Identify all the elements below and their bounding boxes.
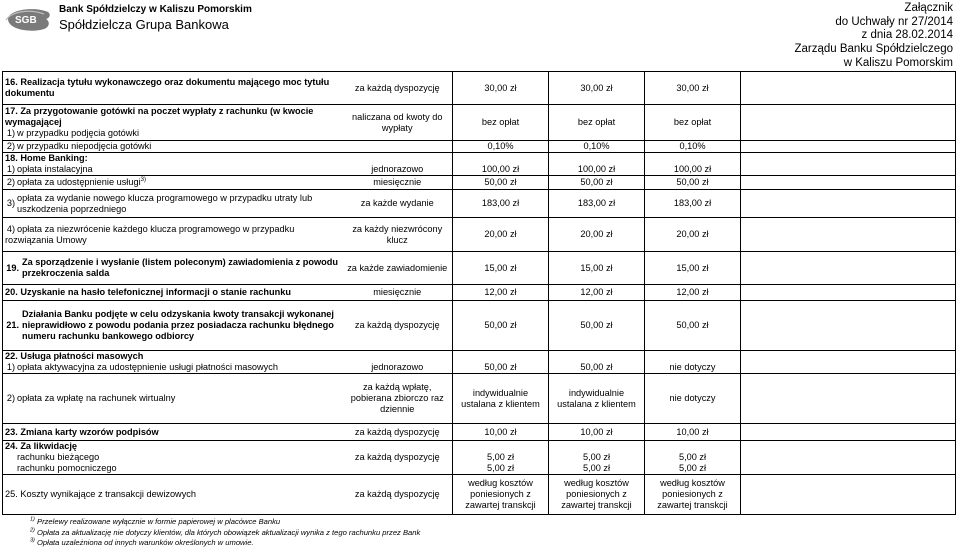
row-label: 20. Uzyskanie na hasło telefonicznej informacji o stanie rachunku (3, 285, 343, 301)
fee-table (2, 71, 956, 515)
fee-value: 12,00 zł (549, 285, 645, 301)
fee-value: 50,00 zł (453, 351, 549, 374)
fee-value: według kosztów poniesionych z zawartej transkcji (549, 475, 645, 515)
row-label: 22. Usługa płatności masowych 1) opłata aktywacyjna za udostępnienie usługi płatności masowych (3, 351, 343, 374)
empty-cell (741, 475, 956, 515)
row-label: 17. Za przygotowanie gotówki na poczet wypłaty z rachunku (w kwocie wymagającej 1) w przypadku podjęcia gotówki (3, 105, 343, 141)
fee-value: 12,00 zł (453, 285, 549, 301)
row-frequency: jednorazowo (343, 153, 453, 176)
footnote: $^{1)}$ Przelewy realizowane wyłącznie w formie papierowej w placówce Banku (30, 516, 281, 526)
empty-cell (741, 72, 956, 105)
annex-header (794, 2, 953, 71)
fee-value: 100,00 zł (453, 153, 549, 176)
fee-value: 5,00 zł (582, 452, 611, 462)
row-frequency: za każdą dyspozycję (343, 441, 453, 475)
fee-value: 30,00 zł (645, 72, 741, 105)
table-row (3, 424, 956, 441)
fee-value: nie dotyczy (645, 374, 741, 424)
empty-cell (741, 153, 956, 176)
fee-value: indywidualnie ustalana z klientem (549, 374, 645, 424)
empty-cell (741, 301, 956, 351)
table-row (3, 176, 956, 190)
fee-value: bez opłat (645, 105, 741, 141)
fee-value: 15,00 zł (645, 252, 741, 285)
table-row (3, 72, 956, 105)
fee-value: 0,10% (453, 141, 549, 153)
row-label: 4) opłata za niezwrócenie każdego klucza programowego w przypadku rozwiązania Umowy (3, 218, 343, 252)
fee-value: 50,00 zł (549, 176, 645, 190)
table-row (3, 441, 956, 475)
annex-line: Zarządu Banku Spółdzielczego (794, 43, 953, 56)
table-row (3, 374, 956, 424)
row-frequency: za każdą dyspozycję (343, 424, 453, 441)
empty-cell (741, 441, 956, 475)
fee-value: 0,10% (549, 141, 645, 153)
row-label: 19. Za sporządzenie i wysłanie (listem poleconym) zawiadomienia z powodu przekroczenia salda (3, 252, 343, 285)
empty-cell (741, 351, 956, 374)
row-frequency: za każde wydanie (343, 190, 453, 218)
row-frequency: za każdą wpłatę, pobierana zbiorczo raz dziennie (343, 374, 453, 424)
fee-value: 12,00 zł (645, 285, 741, 301)
row-label: 24. Za likwidację rachunku bieżącego rachunku pomocniczego (3, 441, 343, 475)
fee-value: 50,00 zł (549, 351, 645, 374)
table-row (3, 190, 956, 218)
row-frequency: za każdą dyspozycję (343, 72, 453, 105)
fee-value: 183,00 zł (453, 190, 549, 218)
row-frequency: jednorazowo (343, 351, 453, 374)
annex-line: z dnia 28.02.2014 (861, 29, 953, 42)
table-row (3, 252, 956, 285)
table-row (3, 153, 956, 176)
fee-value: według kosztów poniesionych z zawartej transkcji (453, 475, 549, 515)
section-title: 22. Usługa płatności masowych (5, 351, 144, 361)
row-label: 23. Zmiana karty wzorów podpisów (3, 424, 343, 441)
empty-cell (741, 176, 956, 190)
fee-value: 5,00 zł (486, 452, 515, 462)
bank-name: Bank Spółdzielczy w Kaliszu Pomorskim (59, 4, 252, 15)
footnote: $^{3)}$ Opłata uzależniona od innych warunków określonych w umowie. (30, 537, 254, 547)
row-frequency: za każdą dyspozycję (343, 475, 453, 515)
empty-cell (741, 105, 956, 141)
empty-cell (741, 190, 956, 218)
fee-value: 30,00 zł (549, 72, 645, 105)
annex-line: w Kaliszu Pomorskim (843, 56, 953, 69)
fee-value: 5,00 zł (678, 463, 707, 473)
row-frequency: miesięcznie (343, 176, 453, 190)
fee-value: nie dotyczy (645, 351, 741, 374)
fee-value: 50,00 zł (645, 301, 741, 351)
row-frequency: naliczana od kwoty do wypłaty (343, 105, 453, 141)
footnote: $^{2)}$ Opłata za aktualizację nie dotyczy klientów, dla których obowiązek aktualizacji wynika z tego rachunku przez Bank (30, 526, 421, 537)
fee-value: indywidualnie ustalana z klientem (453, 374, 549, 424)
fee-value: bez opłat (453, 105, 549, 141)
row-label: 3) opłata za wydanie nowego klucza programowego w przypadku utraty lub uszkodzenia poprzedniego (3, 190, 343, 218)
row-frequency: za każdą dyspozycję (343, 301, 453, 351)
annex-line: Załącznik (904, 2, 953, 14)
fee-value: 50,00 zł (453, 301, 549, 351)
section-title: 24. Za likwidację (5, 441, 78, 451)
fee-value: 0,10% (645, 141, 741, 153)
fee-value: 100,00 zł (645, 153, 741, 176)
fee-value: 10,00 zł (453, 424, 549, 441)
fee-value: 100,00 zł (549, 153, 645, 176)
empty-cell (741, 424, 956, 441)
row-label: 2) w przypadku niepodjęcia gotówki (3, 141, 343, 153)
section-title: 18. Home Banking: (5, 153, 88, 163)
row-label: 2) opłata za wpłatę na rachunek wirtualny (3, 374, 343, 424)
row-label: 18. Home Banking: 1) opłata instalacyjna (3, 153, 343, 176)
bank-group-name: Spółdzielcza Grupa Bankowa (59, 17, 229, 32)
table-row (3, 285, 956, 301)
sgb-logo (4, 6, 52, 32)
section-title: 17. Za przygotowanie gotówki na poczet wypłaty z rachunku (w kwocie wymagającej (5, 106, 314, 127)
table-row (3, 475, 956, 515)
fee-value: 20,00 zł (453, 218, 549, 252)
fee-value: 183,00 zł (549, 190, 645, 218)
annex-line: do Uchwały nr 27/2014 (835, 15, 953, 28)
fee-value: 10,00 zł (645, 424, 741, 441)
footnotes (30, 517, 420, 549)
empty-cell (741, 374, 956, 424)
empty-cell (741, 285, 956, 301)
fee-value: 5,00 zł (486, 463, 515, 473)
table-row (3, 301, 956, 351)
empty-cell (741, 141, 956, 153)
fee-value: 50,00 zł (549, 301, 645, 351)
logo-text: SGB (15, 15, 37, 26)
table-row (3, 218, 956, 252)
row-frequency: za każdy niezwrócony klucz (343, 218, 453, 252)
table-row (3, 105, 956, 141)
fee-value: 30,00 zł (453, 72, 549, 105)
fee-value: 15,00 zł (549, 252, 645, 285)
row-label: 25. Koszty wynikające z transakcji dewizowych (3, 475, 343, 515)
table-row (3, 351, 956, 374)
fee-value: 5,00 zł (678, 452, 707, 462)
empty-cell (741, 252, 956, 285)
row-label: 16. Realizacja tytułu wykonawczego oraz dokumentu mającego moc tytułu dokumentu (3, 72, 343, 105)
empty-cell (741, 218, 956, 252)
fee-value: 15,00 zł (453, 252, 549, 285)
row-frequency: za każde zawiadomienie (343, 252, 453, 285)
row-label: 2) opłata za udostępnienie usługi$^{3)}$ (3, 176, 343, 190)
row-frequency: miesięcznie (343, 285, 453, 301)
row-label: 21. Działania Banku podjęte w celu odzyskania kwoty transakcji wykonanej nieprawidłowo z powodu podania przez posiadacza rachunku błędnego numeru rachunku bankowego odbiorcy (3, 301, 343, 351)
fee-value: według kosztów poniesionych z zawartej transkcji (645, 475, 741, 515)
table-row (3, 141, 956, 153)
fee-value: 5,00 zł (582, 463, 611, 473)
fee-value: 183,00 zł (645, 190, 741, 218)
fee-value: 50,00 zł (645, 176, 741, 190)
fee-value: 20,00 zł (645, 218, 741, 252)
fee-value: 20,00 zł (549, 218, 645, 252)
fee-value: bez opłat (549, 105, 645, 141)
fee-value: 10,00 zł (549, 424, 645, 441)
fee-value: 50,00 zł (453, 176, 549, 190)
